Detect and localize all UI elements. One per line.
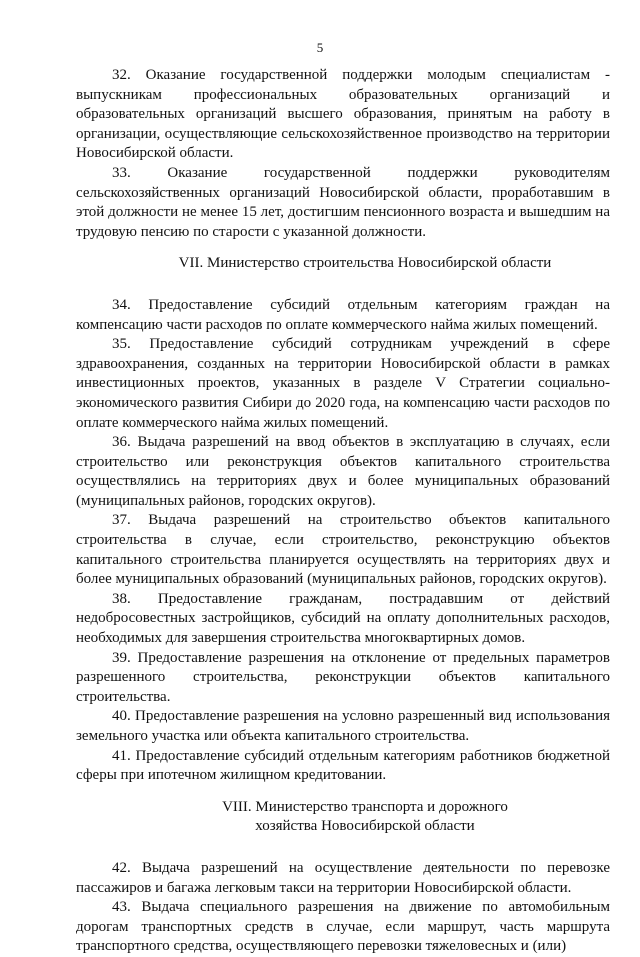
list-item-42: 42. Выдача разрешений на осуществление деятельности по перевозке пассажиров и багажа легковым такси на территории Новосибирской области. [76, 859, 610, 896]
section-heading-vii: VII. Министерство строительства Новосибирской области [178, 255, 552, 272]
section-heading-viii-line-2: хозяйства Новосибирской области [255, 818, 475, 835]
list-item-34: 34. Предоставление субсидий отдельным категориям граждан на компенсацию части расходов по оплате коммерческого найма жилых помещений. [76, 296, 610, 333]
section-heading-viii [76, 798, 610, 837]
list-item-38: 38. Предоставление гражданам, пострадавшим от действий недобросовестных застройщиков, субсидий на оплату дополнительных расходов, необходимых для завершения строительства многоквартирных домов. [76, 590, 610, 647]
list-item-41: 41. Предоставление субсидий отдельным категориям работников бюджетной сферы при ипотечном жилищном кредитовании. [76, 747, 610, 784]
list-item-36: 36. Выдача разрешений на ввод объектов в эксплуатацию в случаях, если строительство или реконструкция объектов капитального строительства осуществлялись на территориях двух и более муниципальных образований (муниципальных районов, городских округов). [76, 434, 610, 509]
list-item-35: 35. Предоставление субсидий сотрудникам учреждений в сфере здравоохранения, созданных на территории Новосибирской области в рамках инвестиционных проектов, указанных в разделе V Стратегии социально-экономического развития Сибири до 2020 года, на компенсацию части расходов по оплате коммерческого найма жилых помещений. [76, 336, 610, 431]
list-item-39: 39. Предоставление разрешения на отклонение от предельных параметров разрешенного строительства, реконструкции объектов капитального строительства. [76, 649, 610, 705]
list-item-43: 43. Выдача специального разрешения на движение по автомобильным дорогам транспортных средств в случае, если маршрут, часть маршрута транспортного средства, осуществляющего перевозки тяжеловесных и (или) [76, 899, 610, 955]
list-item-37: 37. Выдача разрешений на строительство объектов капитального строительства в случае, если строительство, реконструкцию объектов капитального строительства планируется осуществлять на территориях двух и более муниципальных образований (муниципальных районов, городских округов). [76, 512, 610, 588]
section-heading-viii-line-1: VIII. Министерство транспорта и дорожного [222, 798, 508, 815]
list-item-40: 40. Предоставление разрешения на условно разрешенный вид использования земельного участка или объекта капитального строительства. [76, 708, 610, 744]
page-number: 5 [316, 40, 324, 55]
document-body [76, 66, 610, 957]
list-item-32: 32. Оказание государственной поддержки молодым специалистам - выпускникам профессиональных образовательных организаций и образовательных организаций высшего образования, принятым на работу в организации, осуществляющие сельскохозяйственное производство на территории Новосибирской области. [76, 67, 610, 162]
list-item-33: 33. Оказание государственной поддержки руководителям сельскохозяйственных организаций Новосибирской области, проработавшим в этой должности не менее 15 лет, достигшим пенсионного возраста и вышедшим на трудовую пенсию по старости с указанной должности. [76, 164, 610, 240]
